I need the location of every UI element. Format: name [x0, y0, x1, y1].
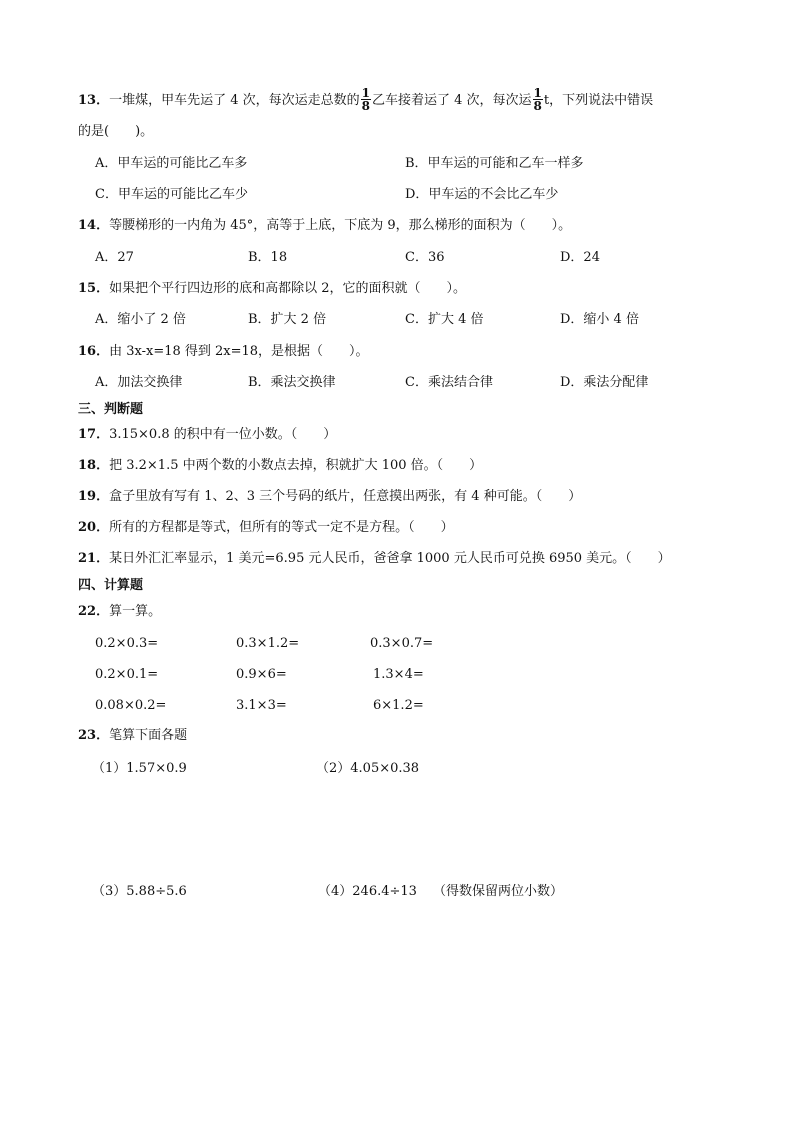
q22-text: 算一算。 — [109, 604, 162, 619]
q14-option-d: D．24 — [560, 250, 600, 265]
q15-number: 15． — [78, 281, 110, 296]
q22-stem — [78, 603, 161, 621]
q18 — [78, 457, 482, 475]
q21-text: 某日外汇汇率显示，1 美元=6.95 元人民币，爸爸拿 1000 元人民币可兑换 6950 美元。（ ） — [109, 551, 671, 566]
q18-text: 把 3.2×1.5 中两个数的小数点去掉，积就扩大 100 倍。（ ） — [109, 458, 483, 473]
q13-line1 — [78, 88, 653, 113]
q13-option-b: B．甲车运的可能和乙车一样多 — [405, 156, 584, 171]
q14-option-a: A．27 — [95, 250, 134, 265]
q22-item: 3.1×3= — [236, 698, 287, 713]
q23-part-2: （2）4.05×0.38 — [316, 761, 420, 776]
q23-part-1: （1）1.57×0.9 — [92, 761, 187, 776]
q13-number: 13． — [78, 93, 110, 108]
q13-option-a: A．甲车运的可能比乙车多 — [95, 156, 248, 171]
q22-item: 0.2×0.3= — [95, 636, 159, 651]
q21-number: 21． — [78, 551, 110, 566]
q16-option-a: A．加法交换律 — [95, 375, 183, 390]
fraction-denominator: 8 — [533, 99, 542, 113]
q16-stem — [78, 343, 369, 361]
q23-text: 笔算下面各题 — [109, 728, 188, 743]
q16-number: 16． — [78, 344, 110, 359]
q19-number: 19． — [78, 489, 110, 504]
q13-line2: 的是( )。 — [78, 124, 154, 139]
q22-number: 22． — [78, 604, 110, 619]
q13-text-part3: t，下列说法中错误 — [543, 93, 654, 108]
q22-item: 0.2×0.1= — [95, 667, 159, 682]
q19 — [78, 488, 581, 506]
q23-stem — [78, 727, 187, 745]
q15-option-c: C．扩大 4 倍 — [405, 312, 484, 327]
q18-number: 18． — [78, 458, 110, 473]
q19-text: 盒子里放有写有 1、2、3 三个号码的纸片，任意摸出两张，有 4 种可能。（ ） — [109, 489, 582, 504]
q23-number: 23． — [78, 728, 110, 743]
fraction-numerator: 1 — [533, 86, 542, 100]
q13-text-part2: 乙车接着运了 4 次，每次运 — [372, 93, 532, 108]
section-heading-calculation: 四、计算题 — [78, 578, 144, 593]
q15-stem — [78, 280, 466, 298]
fraction-numerator: 1 — [361, 86, 370, 100]
q23-note: （得数保留两位小数） — [433, 884, 564, 899]
q13-text-part1: 一堆煤，甲车先运了 4 次，每次运走总数的 — [109, 93, 360, 108]
q22-item: 6×1.2= — [373, 698, 424, 713]
q21 — [78, 550, 671, 568]
q14-stem — [78, 217, 571, 235]
q14-text: 等腰梯形的一内角为 45°，高等于上底，下底为 9，那么梯形的面积为（ ）。 — [109, 218, 572, 233]
q13-fraction-2 — [533, 87, 543, 112]
q22-item: 1.3×4= — [373, 667, 424, 682]
q15-option-a: A．缩小了 2 倍 — [95, 312, 186, 327]
q15-option-d: D．缩小 4 倍 — [560, 312, 639, 327]
q16-text: 由 3x-x=18 得到 2x=18，是根据（ ）。 — [109, 344, 369, 359]
q17-number: 17． — [78, 427, 110, 442]
q16-option-d: D．乘法分配律 — [560, 375, 649, 390]
q17 — [78, 426, 336, 444]
q13-option-d: D．甲车运的不会比乙车少 — [405, 187, 559, 202]
q14-number: 14． — [78, 218, 110, 233]
q16-option-b: B．乘法交换律 — [248, 375, 336, 390]
q20-number: 20． — [78, 520, 110, 535]
q14-option-b: B．18 — [248, 250, 288, 265]
q13-fraction-1 — [361, 87, 371, 112]
q17-text: 3.15×0.8 的积中有一位小数。（ ） — [109, 427, 337, 442]
fraction-denominator: 8 — [361, 99, 370, 113]
q14-option-c: C．36 — [405, 250, 445, 265]
section-heading-judgement: 三、判断题 — [78, 402, 144, 417]
q23-part-3: （3）5.88÷5.6 — [92, 884, 187, 899]
q16-option-c: C．乘法结合律 — [405, 375, 493, 390]
q22-item: 0.9×6= — [236, 667, 287, 682]
q20-text: 所有的方程都是等式，但所有的等式一定不是方程。（ ） — [109, 520, 454, 535]
q22-item: 0.08×0.2= — [95, 698, 167, 713]
q23-part-4: （4）246.4÷13 — [318, 884, 417, 899]
q22-item: 0.3×0.7= — [370, 636, 434, 651]
q13-option-c: C．甲车运的可能比乙车少 — [95, 187, 248, 202]
q22-item: 0.3×1.2= — [236, 636, 300, 651]
q20 — [78, 519, 454, 537]
q15-text: 如果把个平行四边形的底和高都除以 2，它的面积就（ ）。 — [109, 281, 466, 296]
q15-option-b: B．扩大 2 倍 — [248, 312, 327, 327]
